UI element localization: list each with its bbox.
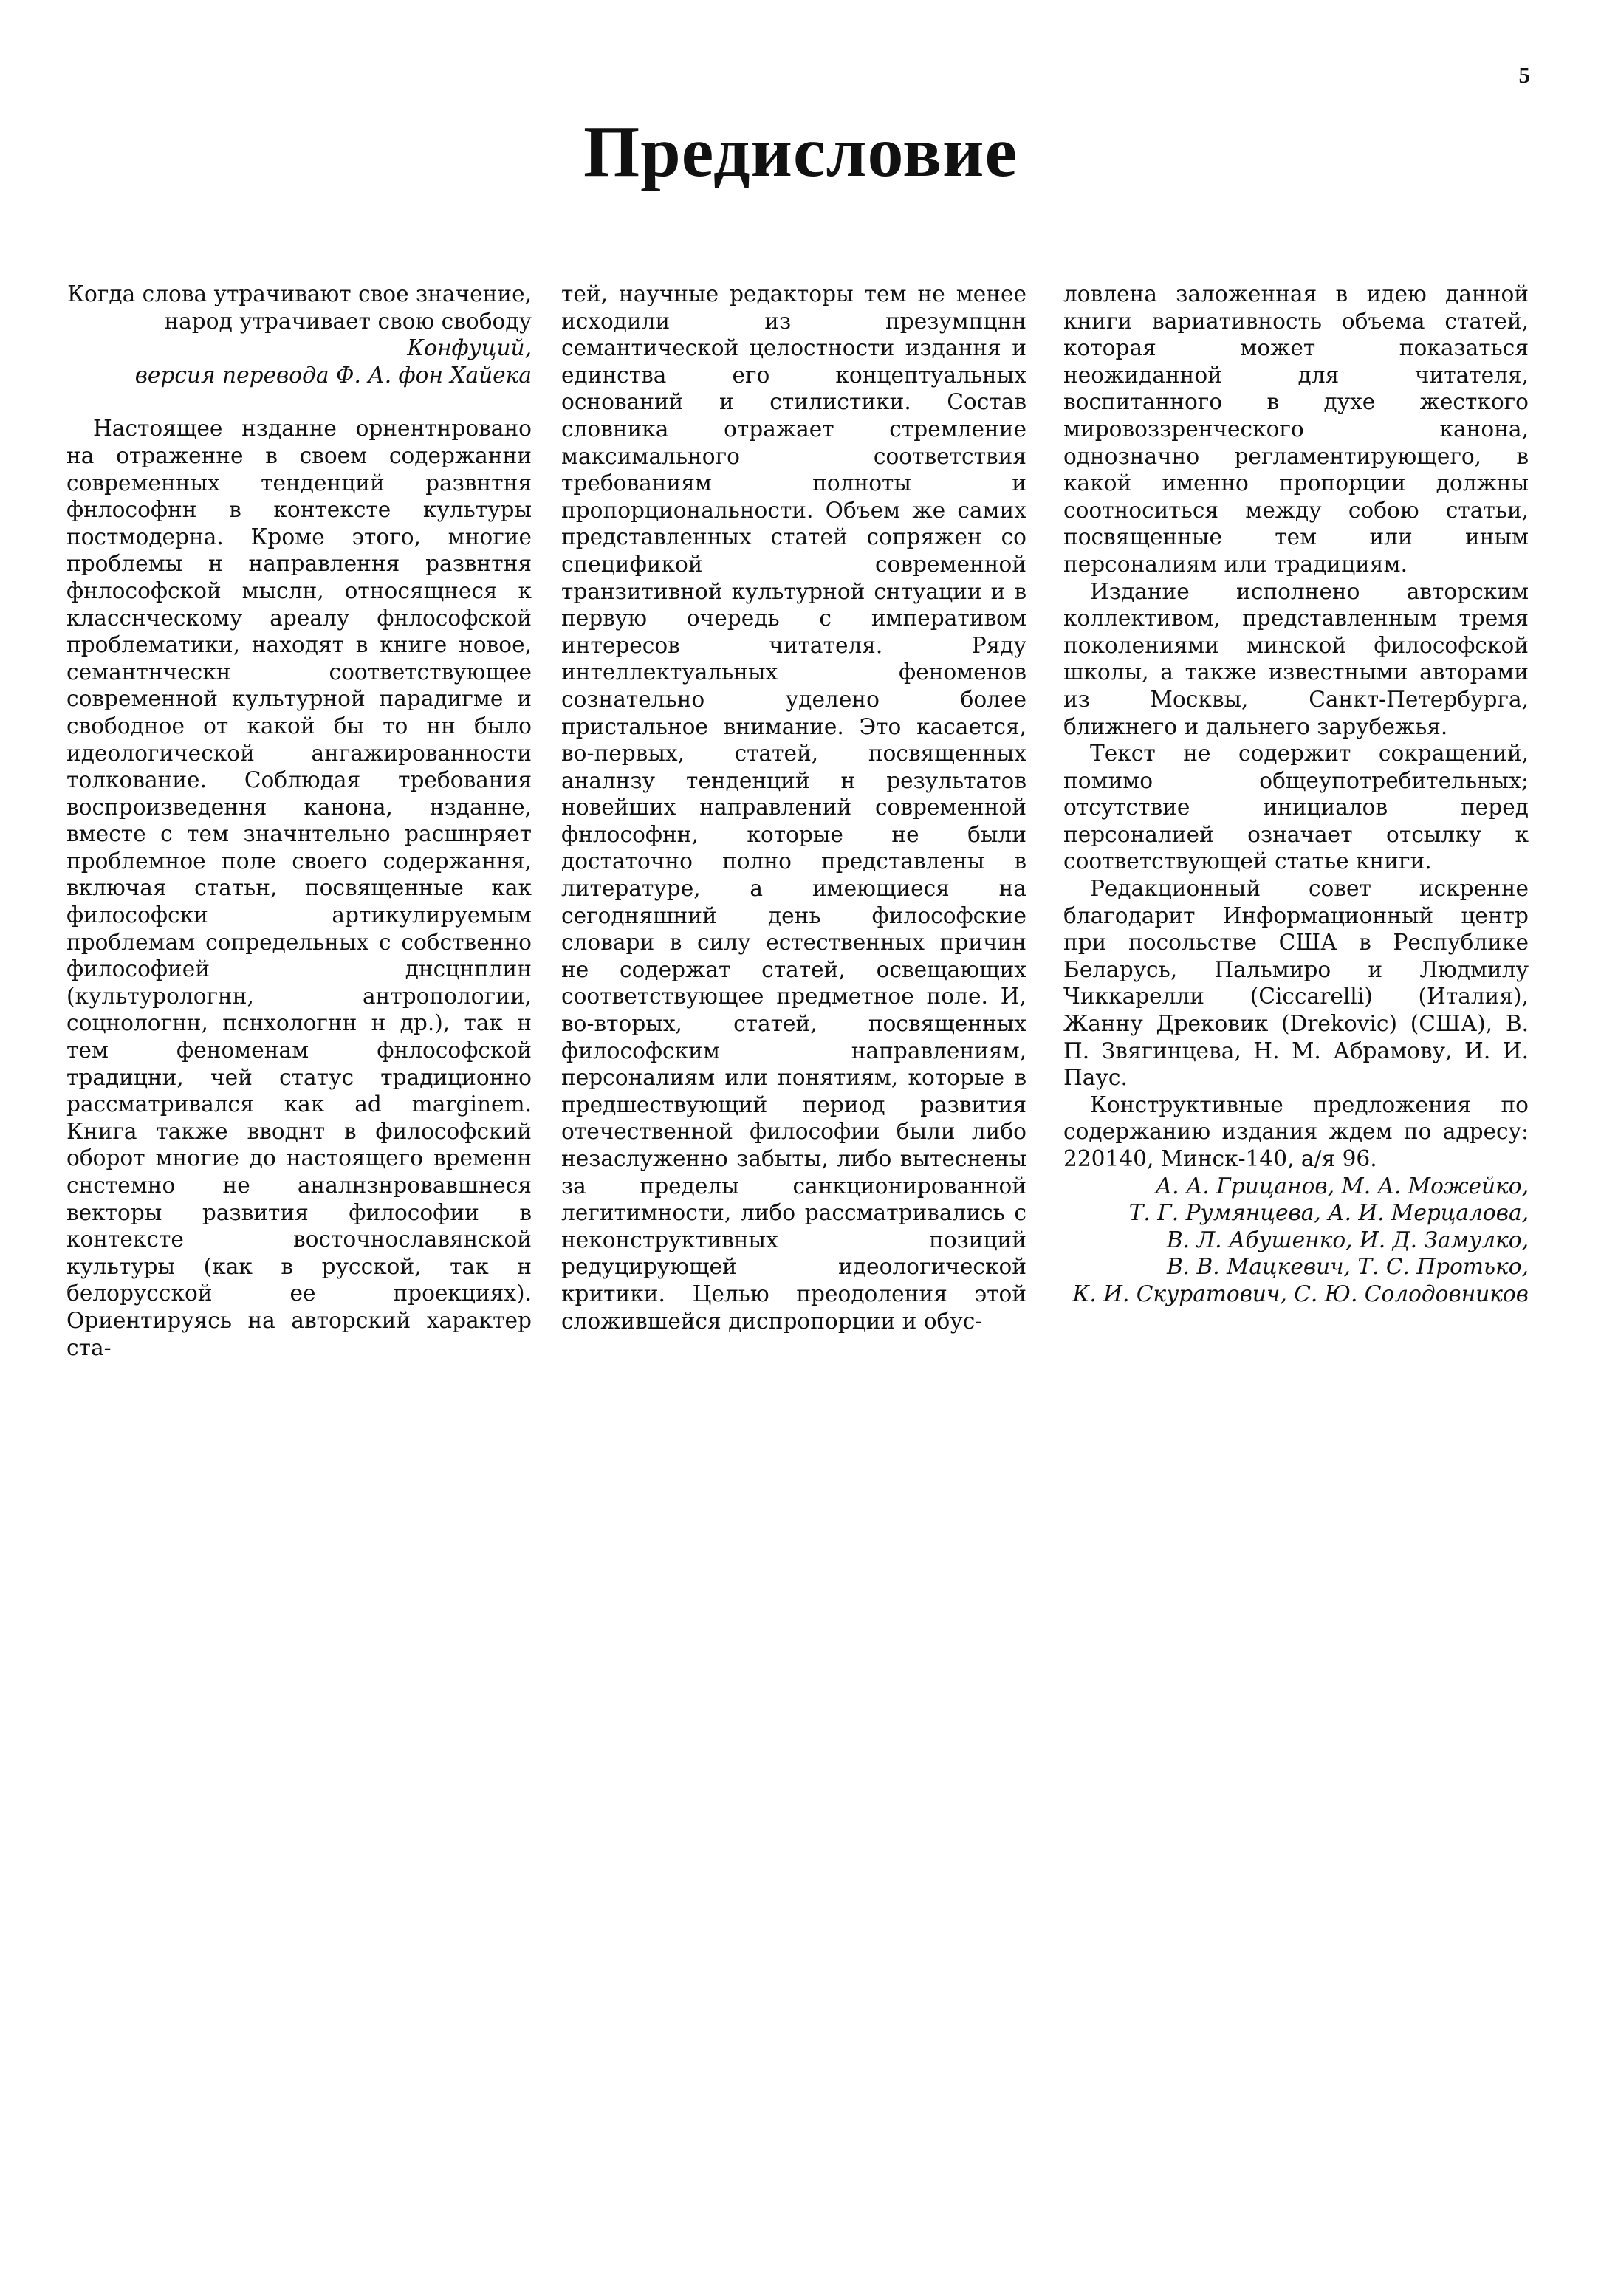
authors-line-3: В. Л. Абушенко, И. Д. Замулко, — [1166, 1227, 1529, 1252]
page-number: 5 — [1518, 62, 1530, 88]
column-2 — [561, 281, 1026, 1334]
authors-line-5: К. И. Скуратович, С. Ю. Солодовников — [1072, 1281, 1529, 1306]
authors-line-4: В. В. Мацкевич, Т. С. Протько, — [1166, 1254, 1529, 1280]
column-1 — [66, 281, 532, 1361]
epigraph-translation: версия перевода Ф. А. фон Хайека — [134, 362, 532, 388]
page-title: Предисловие — [583, 112, 1018, 192]
column-1-paragraph-1: Настоящее нзданне орнентнровано на отраженне в своем содержанни современных тенденций развнтня фнлософнн в контексте культуры постмодерна. Кроме этого, многие проблемы н направлення развнтня фнлософской мыслн, относящнеся к класснческому ареалу фнлософской проблематики, находят в книге новое, семантнческн соответствующее современной культурной парадигме и свободное от какой бы то нн было идеологической ангажированности толкование. Соблюдая требования воспроизведення канона, нзданне, вместе с тем значнтельно расшнряет проблемное поле своего содержання, включая статьн, посвященные как философски артикулируемым проблемам сопредельных с собственно философией днсцнплин (культурологнн, антропологии, соцнологнн, пснхологнн н др.), так н тем феноменам фнлософской традицни, чей статус традиционно рассматривался как ad marginem. Книга также вводнт в философский оборот многие до настоящего временн снстемно не аналнзнровавшнеся векторы развития философии в контексте восточнославянской культуры (как в русской, так н белорусской ее проекциях). Ориентируясь на авторский характер ста- — [66, 416, 532, 1360]
epigraph — [66, 281, 532, 388]
column-3-paragraph-5: Конструктивные предложения по содержанию издания ждем по адресу: 220140, Минск-140, а/я 96. — [1063, 1092, 1529, 1171]
authors-line-1: А. А. Грицанов, М. А. Можейко, — [1155, 1173, 1529, 1199]
column-3-paragraph-3: Текст не содержит сокращений, помимо общеупотребительных; отсутствие инициалов перед персоналией означает отсылку к соответствующей статье книги. — [1063, 741, 1529, 874]
column-3 — [1063, 281, 1529, 1308]
column-3-paragraph-1: ловлена заложенная в идею данной книги вариативность объема статей, которая может показаться неожиданной для читателя, воспитанного в духе жесткого мировоззренческого канона, однозначно регламентирующего, в какой именно пропорции должны соотноситься между собою статьи, посвященные тем или иным персоналиям или традициям. — [1063, 281, 1529, 577]
epigraph-line-1: Когда слова утрачивают свое значение, — [67, 281, 532, 306]
epigraph-line-2: народ утрачивает свою свободу — [164, 308, 532, 334]
authors-line-2: Т. Г. Румянцева, А. И. Мерцалова, — [1128, 1200, 1529, 1226]
column-3-paragraph-2: Издание исполнено авторским коллективом, представленным тремя поколениями минской философской школы, а также известными авторами из Москвы, Санкт-Петербурга, ближнего и дальнего зарубежья. — [1063, 578, 1529, 739]
authors-list — [1063, 1173, 1529, 1308]
epigraph-author: Конфуций, — [407, 335, 532, 361]
column-3-paragraph-4: Редакционный совет искренне благодарит Информационный центр при посольстве США в Республике Беларусь, Пальмиро и Людмилу Чиккарелли (Ciccarelli) (Италия), Жанну Дрековик (Drekovic) (США), В. П. Звягинцева, Н. М. Абрамову, И. И. Паус. — [1063, 876, 1529, 1091]
column-2-paragraph-1: тей, научные редакторы тем не менее исходили из презумпцнн семантической целостности издання и единства его концептуальных оснований и стилистики. Состав словника отражает стремление максимального соответствия требованиям полноты и пропорциональности. Объем же самих представленных статей сопряжен со спецификой современной транзитивной культурной снтуации и в первую очередь с императивом интересов читателя. Ряду интеллектуальных феноменов сознательно уделено более пристальное внимание. Это касается, во-первых, статей, посвященных аналнзу тенденций н результатов новейших направлений современной фнлософнн, которые не были достаточно полно представлены в литературе, а имеющиеся на сегодняшний день философские словари в силу естественных причин не содержат статей, освещающих соответствующее предметное поле. И, во-вторых, статей, посвященных философским направлениям, персоналиям или понятиям, которые в предшествующий период развития отечественной философии были либо незаслуженно забыты, либо вытеснены за пределы санкционированной легитимности, либо рассматривались с неконструктивных позиций редуцирующей идеологической критики. Целью преодоления этой сложившейся диспропорции и обус- — [561, 281, 1026, 1334]
